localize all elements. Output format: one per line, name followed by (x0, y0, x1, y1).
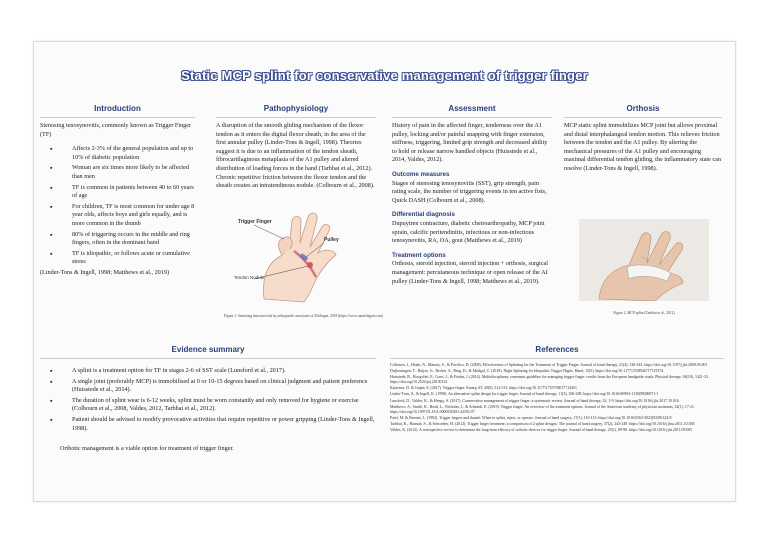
outcome-heading: Outcome measures (392, 170, 450, 178)
reference-item: Lunsford, D., Valdes, K., & Hengy, S. (2017). Conservative management of trigger finger: a systematic review. Journal of hand therapy, 32, 1-9. https://doi.org/10.1016/j.jht.2017.10.016 (390, 398, 679, 403)
evidence-conclusion: Orthotic management is a viable option for treatment of trigger finger. (60, 445, 234, 453)
introduction-section (40, 104, 195, 282)
list-item: ▪ A splint is a treatment option for TF in stages 2-6 of SST scale (Lunsford et al., 2017). (60, 367, 376, 376)
hand-illustration-icon (224, 199, 379, 304)
list-item: ▪ Patient should be advised to modify provocative activities that require repetitive or power gripping (Linder-Tons & Ingell, 1998). (60, 416, 376, 433)
trigger-finger-figure (224, 199, 379, 304)
evidence-heading: Evidence summary (40, 345, 376, 359)
reference-item: Valdes, K. (2012). A retrospective review to determine the long-term efficacy of orthotic devices for trigger finger. Journal of hand therapy, 25(1), 89-96. https://doi.org/10.1016/j.jht.2011.09.005 (390, 428, 693, 433)
assessment-heading: Assessment (392, 104, 552, 118)
list-item: ▪ TF is idiopathic, or follows acute or cumulative stress (60, 250, 195, 267)
list-item: ▪ Woman are six times more likely to be affected than men (60, 164, 195, 181)
orthosis-section (564, 104, 722, 174)
references-heading: References (390, 345, 724, 359)
pathophysiology-heading: Pathophysiology (216, 104, 376, 118)
outcome-text: Stages of stenosing tenosynovitis (SST), grip strength, pain rating scale, the number of triggering events in ten active fists, Quick DASH (Colbourn et al., 2008). (392, 179, 547, 204)
splint-hand-icon (579, 219, 709, 301)
reference-item: Colbourn, J., Heath, N., Manary, S., & Pacifico, D. (2008). Effectiveness of Splinting for the Treatment of Trigger Finger. Journal of hand therapy, 21(4), 336-343. https://doi.org/10.1197/j.jht.2008.05.001 (390, 363, 708, 367)
treatment-heading: Treatment options (392, 251, 446, 259)
references-list (390, 363, 724, 433)
pathophysiology-text: A disruption of the smooth gliding mechanism of the flexor tendon as it enters the digital flexor sheath, in the area of the first annular pulley (Linder-Tons & Ingell, 1998). Theories suggest it is due to an inflammation of the tendon sheath, fibrocartilaginous metaplasia of the A1 pulley and altered distribution of loading forces in the hand (Tarbhai et al., 2012). Chronic repetitive friction between the flexor tendon and the sheath creates an intratendinous nodule. (Colbourn et al., 2008). (216, 122, 375, 190)
mcp-splint-photo (579, 219, 709, 301)
poster (33, 41, 736, 502)
reference-item: Katsenos, D. & Gupta, S. (2017). Trigger finger. Emerg.AT, 20(9), 512-515. https://doi.org/10.1177/1755738017714301 (390, 386, 577, 391)
pathophysiology-section (216, 104, 376, 191)
reference-item: Tarbhai, K., Hannah, S., & Schroeder, H. (2012). Trigger finger treatment: a comparison of 2 splint designs. The journal of hand surgery, 37(2), 243-249. https://doi.org/10.1016/j.jhsa.2011.10.038 (390, 421, 695, 426)
reference-item: Huisstede, B., Hoogvliet, P., Coert, J., & Friden, J. (2014). Multidisciplinary consensus guideline for managing trigger finger: results from the European handguide study. Physical therapy, 94(10), 1421-33. https://doi.org/10.2522/ptj.20130135 (390, 375, 709, 385)
list-item: ▪ Affects 2-3% of the general population and up to 10% of diabetic population (60, 145, 195, 162)
orthosis-text: MCP static splint immobilizes MCP joint but allows proximal and distal interphalangeal tendon motion. This relieves friction between the tendon and the A1 pulley. By altering the mechanical pressures of the A1 pulley and encouraging maximal differential tendon gliding, the inflammatory state can resolve (Linder-Tons & Ingell, 1998). (564, 122, 721, 172)
evidence-bullets (40, 367, 376, 433)
poster-title: Static MCP splint for conservative management of trigger finger (181, 68, 588, 83)
assessment-section (392, 104, 552, 290)
list-item: ▪ The duration of splint wear is 6-12 weeks, splint must be worn constantly and only removed for hygiene or exercise (Colbourn et al., 2008, Valdes, 2012, Tarbhai et al., 2012). (60, 397, 376, 414)
references-section (390, 345, 724, 434)
reference-item: Drijkoningen, T., Buijze, G., Becker, S., Ring, D., & Mudgal, C. (2018). Night Splinting for Idiopathic Trigger Digits. Hand, 13(5). https://doi.org/10.1177/1558944717725374 (390, 369, 664, 374)
orthosis-heading: Orthosis (564, 104, 722, 118)
reference-item: Matthews, A., Smith, K., Read, L., Nicholas, J., & Schmidt, E. (2019). Trigger finger: An overview of the treatment options. Journal of the American academy of physician assistants, 32(1), 17-21. https://doi.org/10.1097/01.JAA.0000550281.42592.97 (390, 404, 695, 414)
introduction-heading: Introduction (40, 104, 195, 118)
list-item: ▪ For children, TF is most common for under age 8 year olds, affects boys and girls equally, and is more common in the thumb (60, 203, 195, 229)
reference-item: Patel, M. & Bassini, L. (1992). Trigger fingers and thumb: When to splint, inject, or operate. Journal of hand surgery, 17(1), 110-113. https://doi.org/10.1016/0363-5023(92)90124-8 (390, 415, 672, 420)
tendon-nodule-label: Tendon Nodule (234, 275, 265, 280)
assessment-text: History of pain in the affected finger, tenderness over the A1 pulley, locking and/or painful snapping with finger extension, stiffness, triggering, limited grip strength and decreased ability to hold or release narrow handled objects (Huisstede et al., 2014, Valdes, 2012). (392, 122, 548, 164)
treatment-text: Orthosis, steroid injection, steroid injection + orthosis, surgical management: percutaneous technique or open release of the AI pulley (Linder-Tons & Ingell, 1998; Matthews et al., 2019). (392, 260, 548, 285)
figure-2-caption: Figure 2. MCP splint (Tarbhai et al., 2012) (613, 311, 675, 315)
list-item: ▪ TF is common in patients between 40 to 60 years of age (60, 184, 195, 201)
evidence-section (40, 345, 376, 458)
pulley-label: Pulley (324, 237, 339, 243)
differential-text: Dupuytren contracture, diabetic cheiroarthropathy, MCP joint sprain, calcific peritendinitis, infectious or non-infectious tenosynovitis, RA, OA, gout (Matthews et al., 2019) (392, 219, 545, 245)
introduction-bullets (40, 145, 195, 267)
list-item: ▪ A single joint (preferably MCP) is immobilised at 0 or 10-15 degrees based on clinical judgment and patient preference (Huisstede et al., 2014). (60, 378, 376, 395)
introduction-lead: Stenosing tenosynovitis, commonly known as Trigger Finger (TF) (40, 122, 192, 138)
reference-item: Linder-Tons, S., & Ingell, K. (1998). An alternative splint design for trigger finger. Journal of hand therapy, 11(3), 206-208. https://doi.org/10.1016/S0894-1130(98)80071-1 (390, 392, 659, 397)
figure-1-caption: Figure 1. Stenosing tenosynovitis by orthopaedic associates of Michigan, 2018 (https://www.oamichigan.com) (224, 314, 383, 318)
introduction-citation: (Linder-Tons & Ingell, 1998; Matthews et al., 2019) (40, 268, 170, 276)
list-item: ▪ 80% of triggering occurs in the middle and ring fingers, often in the dominant hand (60, 231, 195, 248)
differential-heading: Differential diagnosis (392, 211, 455, 219)
trigger-finger-label: Trigger Finger (238, 219, 272, 225)
